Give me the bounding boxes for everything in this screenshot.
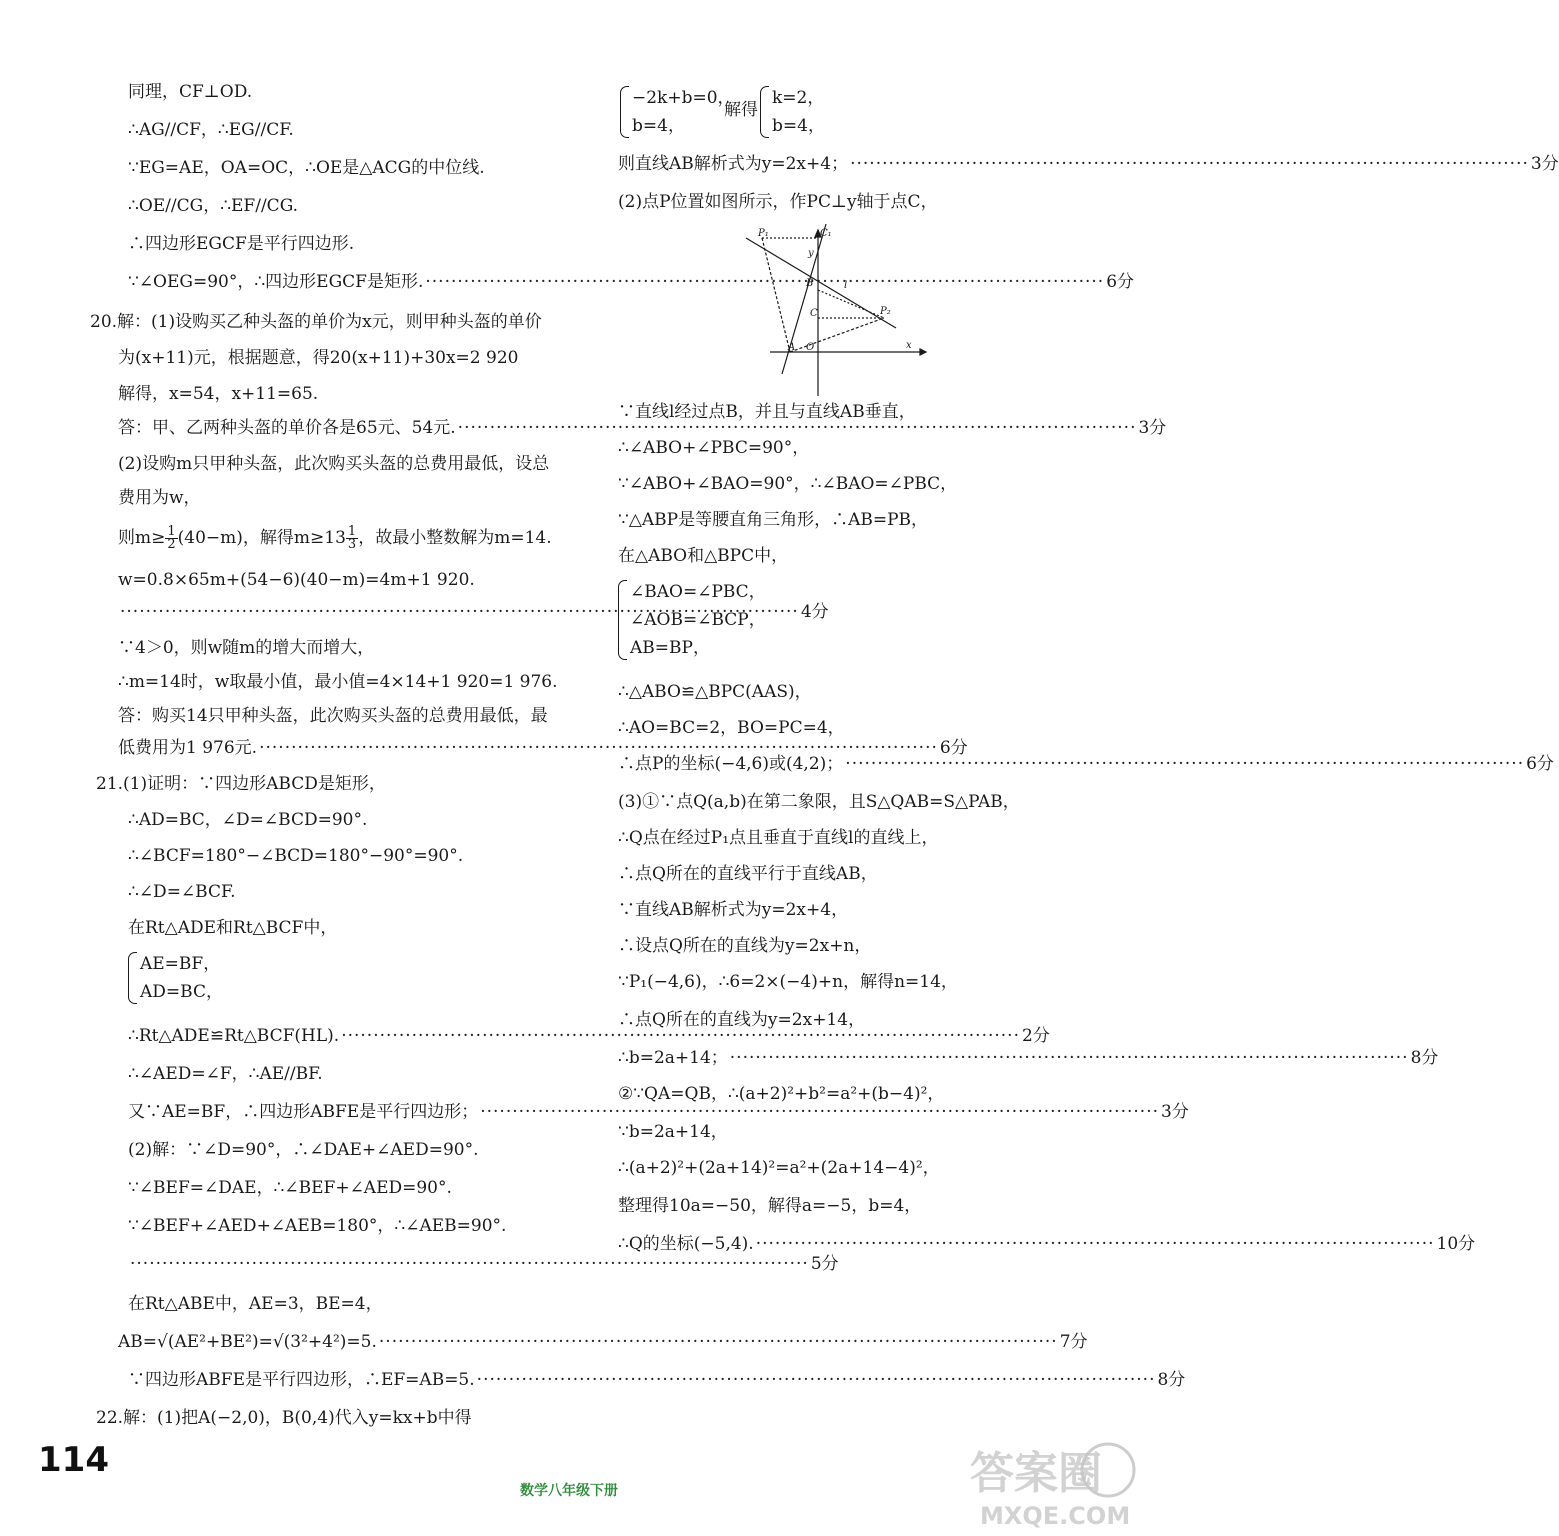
score: 6分 (1526, 754, 1554, 774)
text-line: 解得 (724, 100, 758, 120)
score-line (618, 1046, 1439, 1070)
label-C1: C₁ (820, 228, 832, 239)
text-line: ∴b=2a+14； (618, 1048, 728, 1068)
dot-leader (477, 1368, 1156, 1392)
text-line: 在△ABO和△BPC中， (618, 546, 789, 566)
brace-line: ∠AOB=∠BCP， (630, 610, 766, 630)
text-line: ∵P₁(−4,6)，∴6=2×(−4)+n，解得n=14， (618, 972, 958, 992)
brace-line: AB=BP， (630, 638, 710, 658)
text-line: ∴点Q所在的直线平行于直线AB， (618, 864, 878, 884)
question-20: 20.解：(1)设购买乙种头盔的单价为x元，则甲种头盔的单价 (90, 312, 542, 332)
score-line (618, 752, 1554, 776)
brace (618, 580, 627, 660)
score-line (128, 1024, 1050, 1048)
text-line: ∴AD=BC，∠D=∠BCD=90°. (128, 810, 368, 830)
page-number: 114 (38, 1440, 109, 1480)
text-line: ②∵QA=QB，∴(a+2)²+b²=a²+(b−4)²， (618, 1084, 945, 1104)
text-line: 答：购买14只甲种头盔，此次购买头盔的总费用最低，最 (118, 706, 548, 726)
score-line (618, 1232, 1476, 1256)
denominator: 3 (347, 537, 357, 552)
text-line: 解得，x=54，x+11=65. (118, 384, 319, 404)
text-line: (3)①∵点Q(a,b)在第二象限，且S△QAB=S△PAB， (618, 792, 1020, 812)
text-line: ∴(a+2)²+(2a+14)²=a²+(2a+14−4)²， (618, 1158, 940, 1178)
text-line: ∵4＞0，则w随m的增大而增大， (118, 638, 375, 658)
label-x: x (906, 340, 912, 351)
dot-leader (379, 1330, 1058, 1354)
text-line: 在Rt△ADE和Rt△BCF中， (128, 918, 338, 938)
score: 7分 (1059, 1332, 1088, 1352)
brace (128, 952, 137, 1004)
dot-leader (756, 1232, 1435, 1256)
score: 3分 (1161, 1102, 1189, 1122)
text-line: ∴∠D=∠BCF. (128, 882, 236, 902)
brace-line: ∠BAO=∠PBC， (630, 582, 766, 602)
text-line: (2)点P位置如图所示，作PC⊥y轴于点C， (618, 192, 938, 212)
text-line: ∵EG=AE，OA=OC，∴OE是△ACG的中位线. (128, 158, 485, 178)
score-line (618, 152, 1559, 176)
score: 10分 (1436, 1234, 1476, 1254)
text-line: ∴Rt△ADE≌Rt△BCF(HL). (128, 1026, 340, 1046)
score: 4分 (800, 602, 829, 622)
fraction (165, 526, 177, 551)
score: 6分 (939, 738, 968, 758)
text-segment: ，故最小整数解为m=14. (358, 528, 552, 548)
brace-system (618, 578, 766, 662)
text-line: ∴点Q所在的直线为y=2x+14， (618, 1010, 866, 1030)
brace (760, 86, 769, 138)
label-C: C (810, 308, 818, 319)
text-line: ∴∠BCF=180°−∠BCD=180°−90°=90°. (128, 846, 464, 866)
score: 3分 (1530, 154, 1559, 174)
denominator: 2 (167, 537, 176, 552)
score-line (128, 1368, 1186, 1392)
watermark-text: 答案圈 (970, 1448, 1102, 1499)
score-line (118, 736, 968, 760)
score: 3分 (1138, 418, 1167, 438)
brace-line: AE=BF， (140, 954, 221, 974)
numerator: 1 (347, 524, 357, 539)
score: 8分 (1157, 1370, 1186, 1390)
brace-line: b=4， (772, 116, 825, 136)
question-22: 22.解：(1)把A(−2,0)，B(0,4)代入y=kx+b中得 (96, 1408, 472, 1428)
brace-line: k=2， (772, 88, 825, 108)
x-axis-arrow (920, 349, 926, 355)
watermark-logo (960, 1430, 1140, 1530)
text-line: ∴∠ABO+∠PBC=90°， (618, 438, 810, 458)
label-l: l (844, 280, 848, 291)
label-y: y (808, 248, 814, 259)
text-line: 则直线AB解析式为y=2x+4； (618, 154, 849, 174)
text-line: ∴点P的坐标(−4,6)或(4,2)； (618, 754, 844, 774)
text-line: ∵∠BEF=∠DAE，∴∠BEF+∠AED=90°. (128, 1178, 452, 1198)
brace-line: AD=BC， (140, 982, 223, 1002)
text-line: ∵∠OEG=90°，∴四边形EGCF是矩形. (128, 272, 424, 292)
text-line: ∴AG//CF，∴EG//CF. (128, 120, 294, 140)
text-line: w=0.8×65m+(54−6)(40−m)=4m+1 920. (118, 570, 475, 590)
score-line (118, 416, 1167, 440)
brace-system (620, 84, 735, 140)
text-line: ∴Q的坐标(−5,4). (618, 1234, 754, 1254)
text-line: ∴AO=BC=2，BO=PC=4， (618, 718, 845, 738)
fraction (346, 526, 358, 551)
coordinate-figure (760, 224, 1040, 396)
text-line: ∵四边形ABFE是平行四边形，∴EF=AB=5. (128, 1370, 475, 1390)
text-line: 在Rt△ABE中，AE=3，BE=4， (128, 1294, 383, 1314)
book-title: 数学八年级下册 (520, 1483, 618, 1499)
text-line: ∴Q点在经过P₁点且垂直于直线l的直线上， (618, 828, 939, 848)
label-P1: P₁ (758, 228, 769, 239)
brace-line: b=4， (632, 116, 685, 136)
text-line: ∴OE//CG，∴EF//CG. (128, 196, 299, 216)
dot-leader (850, 152, 1529, 176)
dot-leader (845, 752, 1524, 776)
segment-AP1 (762, 238, 790, 352)
text-line: (2)设购m只甲种头盔，此次购买头盔的总费用最低，设总 (118, 454, 550, 474)
text-segment: 则m≥ (118, 528, 166, 548)
text-line: AB=√(AE²+BE²)=√(3²+4²)=5. (118, 1332, 377, 1352)
brace-system (128, 950, 223, 1006)
text-line: ∴△ABO≌△BPC(AAS)， (618, 682, 812, 702)
text-line: ∵b=2a+14， (618, 1122, 728, 1142)
score: 6分 (1106, 272, 1135, 292)
text-line: ∴m=14时，w取最小值，最小值=4×14+1 920=1 976. (118, 672, 558, 692)
text-segment: (40−m)，解得m≥13 (177, 528, 346, 548)
text-line: 答：甲、乙两种头盔的单价各是65元、54元. (118, 418, 456, 438)
text-line: 费用为w， (118, 488, 201, 508)
numerator: 1 (167, 524, 176, 539)
brace-line: −2k+b=0， (632, 88, 735, 108)
text-line: 低费用为1 976元. (118, 738, 258, 758)
text-line: 又∵AE=BF，∴四边形ABFE是平行四边形； (128, 1102, 479, 1122)
text-line: ∵直线l经过点B，并且与直线AB垂直， (618, 402, 916, 422)
brace (620, 86, 629, 138)
text-line: ∴四边形EGCF是平行四边形. (128, 234, 355, 254)
segment-AP2 (790, 318, 884, 352)
label-P2: P₂ (880, 306, 891, 317)
score-line (128, 1252, 839, 1276)
label-O: O (806, 342, 815, 353)
brace-system (760, 84, 825, 140)
dot-leader (730, 1046, 1409, 1070)
score-line (118, 1330, 1088, 1354)
question-21: 21.(1)证明：∵四边形ABCD是矩形， (96, 774, 386, 794)
text-line: 整理得10a=−50，解得a=−5，b=4， (618, 1196, 922, 1216)
score: 5分 (810, 1254, 839, 1274)
score-line (128, 1100, 1189, 1124)
watermark-url: MXQE.COM (980, 1502, 1131, 1530)
segment-BP2 (818, 290, 884, 318)
text-line: ∴设点Q所在的直线为y=2x+n， (618, 936, 872, 956)
text-line: ∵∠ABO+∠BAO=90°，∴∠BAO=∠PBC， (618, 474, 958, 494)
text-line: 为(x+11)元，根据题意，得20(x+11)+30x=2 920 (118, 348, 519, 368)
score: 8分 (1410, 1048, 1439, 1068)
label-B: B (806, 278, 814, 289)
text-line: ∵∠BEF+∠AED+∠AEB=180°，∴∠AEB=90°. (128, 1216, 507, 1236)
score: 2分 (1022, 1026, 1050, 1046)
text-line: ∵直线AB解析式为y=2x+4， (618, 900, 849, 920)
score-line (128, 270, 1135, 294)
line-l (746, 238, 896, 328)
text-line: ∵△ABP是等腰直角三角形，∴AB=PB， (618, 510, 929, 530)
text-line: (2)解：∵∠D=90°，∴∠DAE+∠AED=90°. (128, 1140, 479, 1160)
label-A: A (788, 342, 796, 353)
text-line: ∴∠AED=∠F，∴AE//BF. (128, 1064, 323, 1084)
text-line-fraction (118, 526, 552, 551)
text-line: 同理，CF⊥OD. (128, 82, 253, 102)
